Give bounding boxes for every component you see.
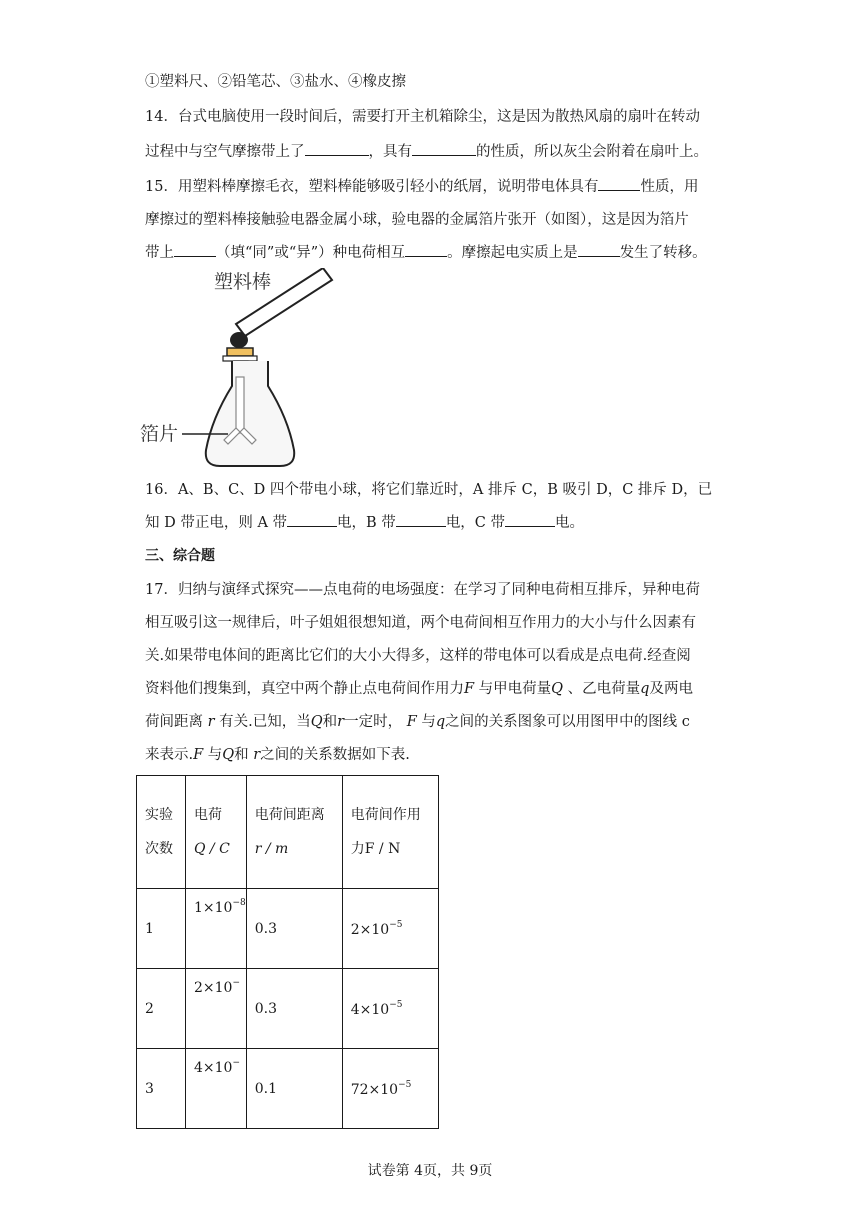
- q15-text-f: 发生了转移。: [619, 245, 707, 261]
- var-q: q: [435, 714, 446, 730]
- var-Q: Q: [551, 681, 564, 697]
- cell-distance: 0.3: [246, 969, 342, 1049]
- var-F: F: [193, 747, 204, 763]
- q16-text-b: 电，B 带: [337, 515, 396, 531]
- q15-blank-1[interactable]: [598, 176, 640, 191]
- q17-l6-a: 来表示.: [145, 747, 194, 763]
- q15-line-3: [145, 242, 707, 263]
- q17-l5-f: 之间的关系图象可以用图甲中的图线 c: [445, 714, 690, 730]
- q14-blank-1[interactable]: [305, 141, 369, 156]
- q13-options: ①塑料尺、②铅笔芯、③盐水、④橡皮擦: [145, 74, 406, 90]
- q17-line-2: 相互吸引这一规律后，叶子姐姐很想知道，两个电荷间相互作用力的大小与什么因素有: [145, 615, 696, 631]
- cell-trial: 2: [137, 969, 186, 1049]
- var-q: q: [640, 681, 650, 697]
- metal-ball: [230, 332, 248, 348]
- q15-blank-3[interactable]: [405, 242, 447, 257]
- q17-l5-b: 有关.已知，当: [214, 714, 311, 730]
- var-r: r: [253, 747, 261, 763]
- header-trial: 实验 次数: [137, 776, 186, 889]
- q14-line-1: 14．台式电脑使用一段时间后，需要打开主机箱除尘，这是因为散热风扇的扇叶在转动: [145, 109, 700, 125]
- q17-line-4: [145, 679, 693, 699]
- q16-text-a: 知 D 带正电，则 A 带: [145, 515, 288, 531]
- table-row: [137, 889, 439, 969]
- data-table: [136, 775, 439, 1129]
- q17-l4-a: 资料他们搜集到，真空中两个静止点电荷间作用力: [145, 681, 464, 697]
- q14-text-b: ，具有: [368, 144, 412, 160]
- var-F: F: [464, 681, 475, 697]
- q17-l5-e: 与: [416, 714, 436, 730]
- q17-l6-c: 和: [234, 747, 254, 763]
- cell-trial: 3: [137, 1049, 186, 1129]
- q14-text-c: 的性质，所以灰尘会附着在扇叶上。: [476, 144, 708, 160]
- cell-distance: 0.3: [246, 889, 342, 969]
- q15-line-1: [145, 176, 698, 197]
- q15-blank-2[interactable]: [174, 242, 216, 257]
- q16-text-d: 电。: [555, 515, 585, 531]
- q16-line-2: [145, 512, 584, 533]
- q15-text-b: 性质，用: [640, 179, 699, 195]
- header-charge: 电荷 Q / C: [186, 776, 247, 889]
- table-row: [137, 969, 439, 1049]
- q17-line-3: 关.如果带电体间的距离比它们的大小大得多，这样的带电体可以看成是点电荷.经查阅: [145, 648, 691, 664]
- q16-blank-a[interactable]: [287, 512, 337, 527]
- cell-force: $72\times 10^{-5}$: [342, 1049, 438, 1129]
- q16-line-1: 16．A、B、C、D 四个带电小球，将它们靠近时，A 排斥 C，B 吸引 D，C 排斥 D，已: [145, 482, 713, 498]
- q15-blank-4[interactable]: [578, 242, 620, 257]
- q14-line-2: [145, 141, 708, 162]
- flask: [206, 361, 294, 466]
- q17-l4-d: 及两电: [649, 681, 693, 697]
- cell-charge: 4×10−: [186, 1049, 247, 1129]
- q15-text-c: 带上: [145, 245, 174, 261]
- var-r: r: [207, 714, 215, 730]
- q14-blank-2[interactable]: [412, 141, 476, 156]
- header-distance: 电荷间距离 r / m: [246, 776, 342, 889]
- var-Q: Q: [310, 714, 323, 730]
- q17-l5-a: 荷间距离: [145, 714, 208, 730]
- cell-charge: 2×10−: [186, 969, 247, 1049]
- q15-text-a: 15．用塑料棒摩擦毛衣，塑料棒能够吸引轻小的纸屑，说明带电体具有: [145, 179, 599, 195]
- cell-force: $4\times 10^{-5}$: [342, 969, 438, 1049]
- q16-blank-b[interactable]: [396, 512, 446, 527]
- rod-label: 塑料棒: [214, 271, 272, 293]
- header-force: 电荷间作用 力F / N: [342, 776, 438, 889]
- page-footer: 试卷第 4页，共 9页: [367, 1163, 493, 1179]
- q17-l5-d: 一定时，: [344, 714, 407, 730]
- q17-l4-c: 、乙电荷量: [563, 681, 641, 697]
- cell-charge: $1\times 10^{-8}$: [186, 889, 247, 969]
- q15-text-e: 。摩擦起电实质上是: [447, 245, 578, 261]
- table-header-row: [137, 776, 439, 889]
- cell-force: $2\times 10^{-5}$: [342, 889, 438, 969]
- q15-line-2: 摩擦过的塑料棒接触验电器金属小球，验电器的金属箔片张开（如图），这是因为箔片: [145, 212, 689, 228]
- q17-line-6: [145, 745, 410, 765]
- cell-distance: 0.1: [246, 1049, 342, 1129]
- electroscope-figure: [140, 268, 340, 474]
- cell-trial: 1: [137, 889, 186, 969]
- section-title: 三、综合题: [145, 548, 215, 564]
- var-r: r: [337, 714, 345, 730]
- var-Q: Q: [222, 747, 235, 763]
- q17-line-5: [145, 712, 690, 732]
- foil-label: 箔片: [140, 423, 179, 445]
- q17-line-1: 17．归纳与演绎式探究——点电荷的电场强度：在学习了同种电荷相互排斥，异种电荷: [145, 582, 700, 598]
- q15-text-d: （填“同”或“异”）种电荷相互: [216, 245, 406, 261]
- q16-text-c: 电，C 带: [445, 515, 506, 531]
- q16-blank-c[interactable]: [505, 512, 555, 527]
- q17-l6-b: 与: [203, 747, 223, 763]
- table-row: [137, 1049, 439, 1129]
- q17-l5-c: 和: [322, 714, 338, 730]
- q17-l6-d: 之间的关系数据如下表.: [260, 747, 410, 763]
- var-F: F: [406, 714, 417, 730]
- metal-rod: [236, 377, 244, 433]
- q17-l4-b: 与甲电荷量: [474, 681, 552, 697]
- q14-text-a: 过程中与空气摩擦带上了: [145, 144, 305, 160]
